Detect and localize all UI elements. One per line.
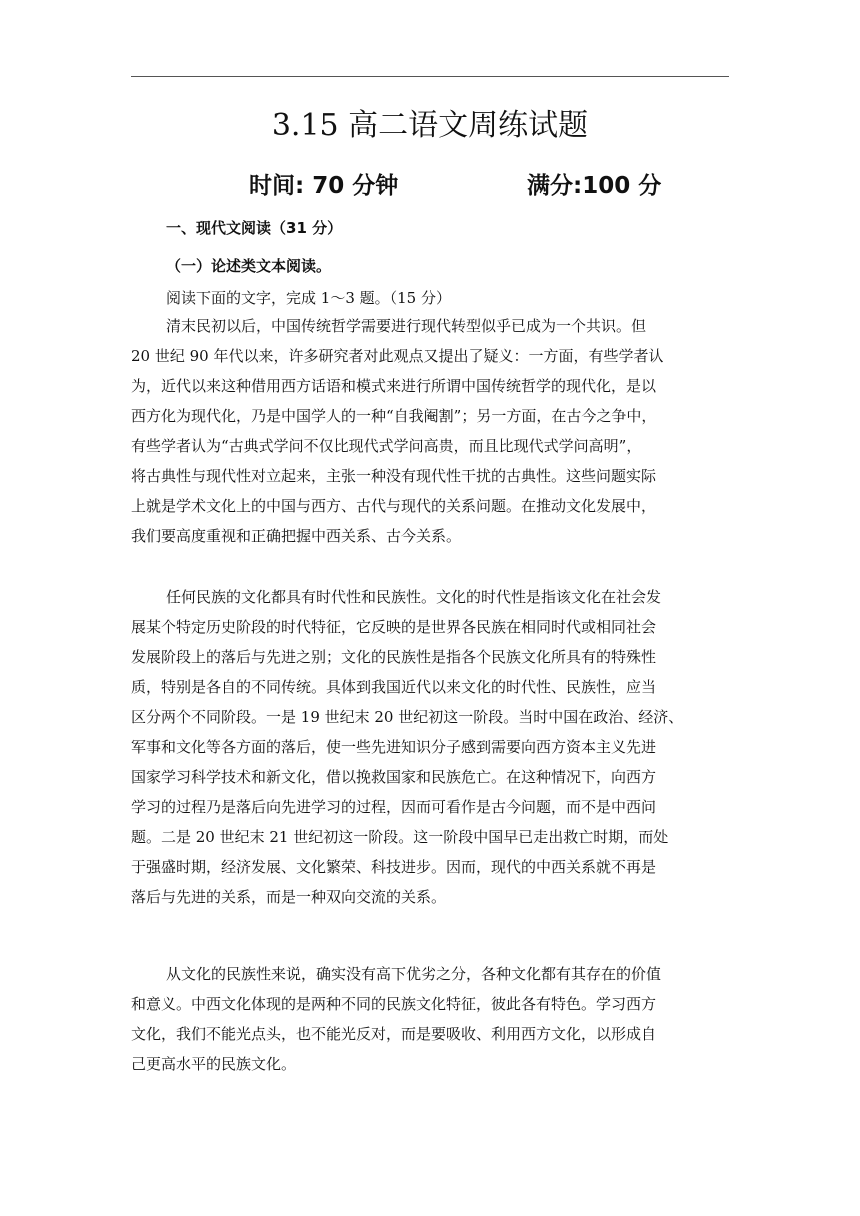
section-heading: 一、现代文阅读（31 分） (166, 219, 343, 237)
paragraph-line: 为，近代以来这种借用西方话语和模式来进行所谓中国传统哲学的现代化，是以 (131, 377, 657, 395)
score-label: 满分:100 分 (527, 173, 662, 199)
paragraph-line: 区分两个不同阶段。一是 19 世纪末 20 世纪初这一阶段。当时中国在政治、经济、 (131, 708, 684, 726)
paragraph-line: 落后与先进的关系，而是一种双向交流的关系。 (131, 888, 447, 906)
paragraph-line: 于强盛时期，经济发展、文化繁荣、科技进步。因而，现代的中西关系就不再是 (131, 858, 657, 876)
paragraph-line: 文化，我们不能光点头，也不能光反对，而是要吸收、利用西方文化，以形成自 (131, 1025, 657, 1043)
paragraph-line: 质，特别是各自的不同传统。具体到我国近代以来文化的时代性、民族性，应当 (131, 678, 657, 696)
page-title: 3.15 高二语文周练试题 (271, 108, 589, 143)
paragraph-line: 清末民初以后，中国传统哲学需要进行现代转型似乎已成为一个共识。但 (166, 317, 647, 335)
paragraph-line: 20 世纪 90 年代以来，许多研究者对此观点又提出了疑义：一方面，有些学者认 (131, 347, 664, 365)
paragraph-line: 西方化为现代化，乃是中国学人的一种“自我阉割”；另一方面，在古今之争中， (131, 407, 657, 425)
paragraph-line: 军事和文化等各方面的落后，使一些先进知识分子感到需要向西方资本主义先进 (131, 738, 657, 756)
paragraph-line: 展某个特定历史阶段的时代特征，它反映的是世界各民族在相同时代或相同社会 (131, 618, 657, 636)
header-rule (131, 76, 729, 77)
paragraph-3 (131, 962, 729, 1082)
paragraph-line: 学习的过程乃是落后向先进学习的过程，因而可看作是古今问题，而不是中西问 (131, 798, 657, 816)
paragraph-line: 发展阶段上的落后与先进之别；文化的民族性是指各个民族文化所具有的特殊性 (131, 648, 657, 666)
paragraph-line: 从文化的民族性来说，确实没有高下优劣之分，各种文化都有其存在的价值 (166, 965, 662, 983)
paragraph-line: 和意义。中西文化体现的是两种不同的民族文化特征，彼此各有特色。学习西方 (131, 995, 657, 1013)
instruction-text: 阅读下面的文字，完成 1～3 题。（15 分） (166, 289, 451, 307)
time-label: 时间: 70 分钟 (249, 173, 399, 199)
paragraph-line: 将古典性与现代性对立起来，主张一种没有现代性干扰的古典性。这些问题实际 (131, 467, 657, 485)
paragraph-line: 题。二是 20 世纪末 21 世纪初这一阶段。这一阶段中国早已走出救亡时期，而处 (131, 828, 669, 846)
paragraph-2 (131, 585, 729, 915)
paragraph-line: 上就是学术文化上的中国与西方、古代与现代的关系问题。在推动文化发展中， (131, 497, 657, 515)
paragraph-line: 己更高水平的民族文化。 (131, 1055, 297, 1073)
subsection-heading: （一）论述类文本阅读。 (166, 257, 332, 275)
paragraph-line: 有些学者认为“古典式学问不仅比现代式学问高贵，而且比现代式学问高明”， (131, 437, 642, 455)
paragraph-line: 国家学习科学技术和新文化，借以挽救国家和民族危亡。在这种情况下，向西方 (131, 768, 657, 786)
paragraph-line: 我们要高度重视和正确把握中西关系、古今关系。 (131, 527, 462, 545)
paragraph-line: 任何民族的文化都具有时代性和民族性。文化的时代性是指该文化在社会发 (166, 588, 662, 606)
paragraph-1 (131, 314, 729, 554)
